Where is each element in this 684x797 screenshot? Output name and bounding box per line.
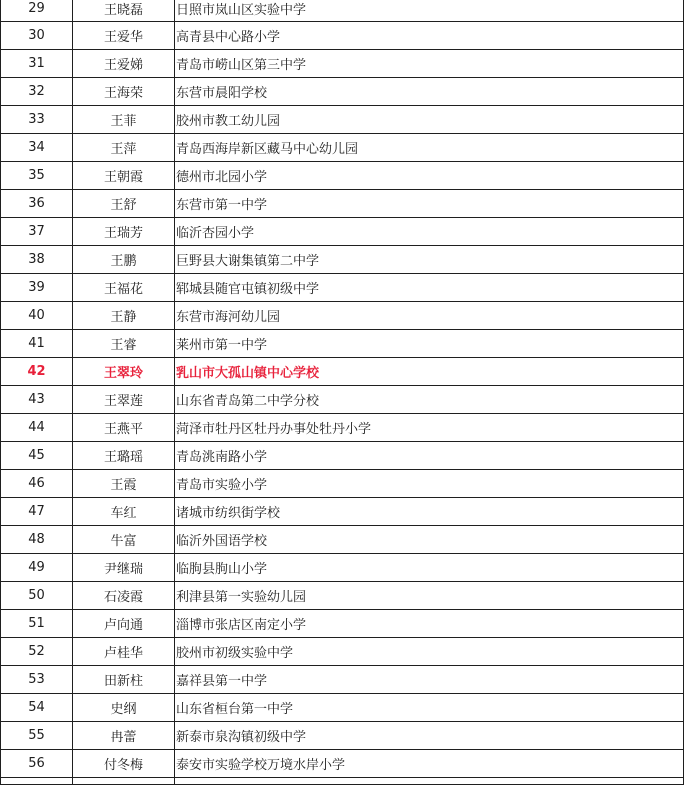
- school-name: 郓城县随官屯镇初级中学: [175, 274, 684, 302]
- row-number: 47: [1, 498, 73, 526]
- school-name: 东营市第一中学: [175, 190, 684, 218]
- school-name: 东营市晨阳学校: [175, 78, 684, 106]
- table-row: [1, 190, 684, 218]
- person-name: 王爱华: [73, 22, 175, 50]
- row-number: 35: [1, 162, 73, 190]
- school-name: 莱州市第一中学: [175, 330, 684, 358]
- row-number: 46: [1, 470, 73, 498]
- school-name: 青岛市实验小学: [175, 470, 684, 498]
- table-row: [1, 0, 684, 22]
- person-name: 王朝霞: [73, 162, 175, 190]
- table-row-cut-off: [1, 778, 684, 785]
- school-name: 利津县第一实验幼儿园: [175, 582, 684, 610]
- table-row: [1, 414, 684, 442]
- school-name: 青岛洮南路小学: [175, 442, 684, 470]
- table-row: [1, 526, 684, 554]
- row-number: 45: [1, 442, 73, 470]
- row-number: 42: [1, 358, 73, 386]
- school-name: 诸城市纺织街学校: [175, 498, 684, 526]
- table-row: [1, 78, 684, 106]
- row-number: 38: [1, 246, 73, 274]
- school-name: 高青县中心路小学: [175, 22, 684, 50]
- person-name: 冉蕾: [73, 722, 175, 750]
- row-number: 33: [1, 106, 73, 134]
- school-name: 德州市北园小学: [175, 162, 684, 190]
- school-name: 山东省青岛第二中学分校: [175, 386, 684, 414]
- school-name: 青岛西海岸新区藏马中心幼儿园: [175, 134, 684, 162]
- highlighted-row: [1, 358, 684, 386]
- school-name: 巨野县大谢集镇第二中学: [175, 246, 684, 274]
- row-number: 32: [1, 78, 73, 106]
- row-number: 34: [1, 134, 73, 162]
- table-row: [1, 582, 684, 610]
- row-number: 55: [1, 722, 73, 750]
- row-number: 40: [1, 302, 73, 330]
- table-row: [1, 750, 684, 778]
- school-name: [175, 778, 684, 785]
- person-name: 王燕平: [73, 414, 175, 442]
- table-row: [1, 498, 684, 526]
- table-row: [1, 722, 684, 750]
- person-name: 王睿: [73, 330, 175, 358]
- row-number: [1, 778, 73, 785]
- person-name: 王瑞芳: [73, 218, 175, 246]
- row-number: 31: [1, 50, 73, 78]
- person-name: 田新柱: [73, 666, 175, 694]
- school-name: 乳山市大孤山镇中心学校: [175, 358, 684, 386]
- table-row: [1, 246, 684, 274]
- table-row: [1, 50, 684, 78]
- row-number: 52: [1, 638, 73, 666]
- table-row: [1, 694, 684, 722]
- person-name: 牛富: [73, 526, 175, 554]
- table-row: [1, 442, 684, 470]
- school-name: 东营市海河幼儿园: [175, 302, 684, 330]
- table-row: [1, 106, 684, 134]
- person-name: 石凌霞: [73, 582, 175, 610]
- person-name: 王鹏: [73, 246, 175, 274]
- person-name: 王翠莲: [73, 386, 175, 414]
- table-row: [1, 162, 684, 190]
- table-row: [1, 134, 684, 162]
- school-name: 胶州市教工幼儿园: [175, 106, 684, 134]
- person-name: 尹继瑞: [73, 554, 175, 582]
- table-row: [1, 610, 684, 638]
- row-number: 49: [1, 554, 73, 582]
- row-number: 41: [1, 330, 73, 358]
- table-row: [1, 330, 684, 358]
- school-name: 日照市岚山区实验中学: [175, 0, 684, 22]
- person-name: 车红: [73, 498, 175, 526]
- row-number: 30: [1, 22, 73, 50]
- person-name: 王海荣: [73, 78, 175, 106]
- row-number: 39: [1, 274, 73, 302]
- person-name: 卢向通: [73, 610, 175, 638]
- person-name: 王翠玲: [73, 358, 175, 386]
- school-name: 青岛市崂山区第三中学: [175, 50, 684, 78]
- row-number: 36: [1, 190, 73, 218]
- row-number: 56: [1, 750, 73, 778]
- table-row: [1, 666, 684, 694]
- school-name: 山东省桓台第一中学: [175, 694, 684, 722]
- school-name: 临沂杏园小学: [175, 218, 684, 246]
- person-name: 王舒: [73, 190, 175, 218]
- person-name: 王爱娣: [73, 50, 175, 78]
- person-name: 王晓磊: [73, 0, 175, 22]
- school-name: 胶州市初级实验中学: [175, 638, 684, 666]
- table-row: [1, 386, 684, 414]
- school-name: 新泰市泉沟镇初级中学: [175, 722, 684, 750]
- row-number: 53: [1, 666, 73, 694]
- row-number: 43: [1, 386, 73, 414]
- person-name: 史纲: [73, 694, 175, 722]
- school-name: 淄博市张店区南定小学: [175, 610, 684, 638]
- school-name: 菏泽市牡丹区牡丹办事处牡丹小学: [175, 414, 684, 442]
- table-row: [1, 22, 684, 50]
- person-name: 王萍: [73, 134, 175, 162]
- person-name: 卢桂华: [73, 638, 175, 666]
- school-name: 嘉祥县第一中学: [175, 666, 684, 694]
- row-number: 44: [1, 414, 73, 442]
- person-name: 王静: [73, 302, 175, 330]
- school-name: 临沂外国语学校: [175, 526, 684, 554]
- table-row: [1, 302, 684, 330]
- person-name: [73, 778, 175, 785]
- person-name: 王菲: [73, 106, 175, 134]
- person-name: 王霞: [73, 470, 175, 498]
- school-name: 泰安市实验学校万境水岸小学: [175, 750, 684, 778]
- row-number: 50: [1, 582, 73, 610]
- table-row: [1, 274, 684, 302]
- row-number: 51: [1, 610, 73, 638]
- person-name: 付冬梅: [73, 750, 175, 778]
- table-row: [1, 638, 684, 666]
- table-row: [1, 218, 684, 246]
- row-number: 37: [1, 218, 73, 246]
- person-name: 王福花: [73, 274, 175, 302]
- person-name: 王璐瑶: [73, 442, 175, 470]
- row-number: 29: [1, 0, 73, 22]
- table-row: [1, 554, 684, 582]
- school-name: 临朐县朐山小学: [175, 554, 684, 582]
- row-number: 48: [1, 526, 73, 554]
- row-number: 54: [1, 694, 73, 722]
- table-row: [1, 470, 684, 498]
